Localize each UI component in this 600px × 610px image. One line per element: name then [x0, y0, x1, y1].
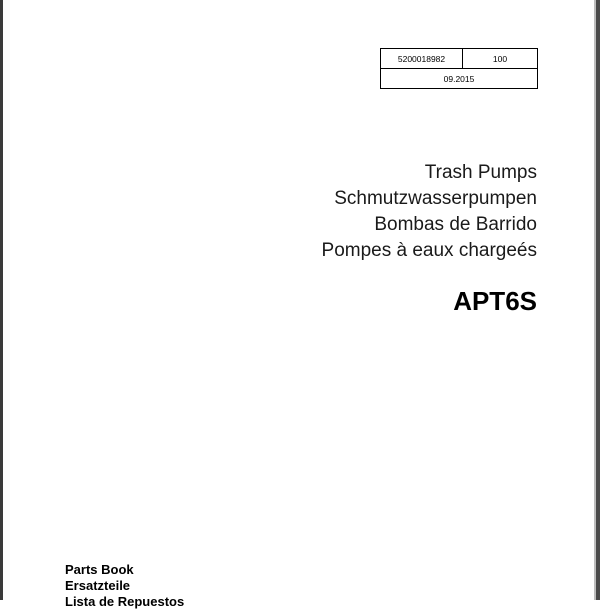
date-cell: 09.2015	[381, 69, 538, 89]
title-block	[322, 160, 537, 264]
book-label-german: Ersatzteile	[65, 578, 131, 593]
book-label-english: Parts Book	[65, 562, 134, 577]
book-label-spanish: Lista de Repuestos	[65, 594, 185, 609]
title-spanish: Bombas de Barrido	[374, 214, 537, 235]
scrollbar-edge	[596, 0, 600, 600]
part-number-cell: 5200018982	[381, 49, 463, 69]
book-label-block	[65, 562, 184, 610]
title-german: Schmutzwasserpumpen	[334, 188, 537, 209]
revision-cell: 100	[463, 49, 538, 69]
document-info-table	[380, 48, 538, 89]
page-border-left	[0, 0, 3, 600]
model-name: APT6S	[453, 286, 537, 316]
title-french: Pompes à eaux chargeés	[321, 240, 537, 261]
title-english: Trash Pumps	[424, 162, 537, 183]
